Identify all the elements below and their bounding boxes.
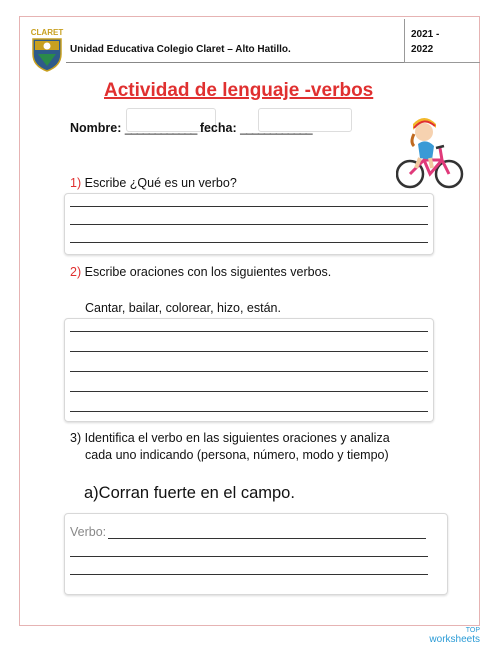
brand-name: worksheets: [429, 634, 480, 645]
question-3-number: 3): [70, 431, 82, 445]
verb-list: Cantar, bailar, colorear, hizo, están.: [85, 301, 281, 315]
brand-top: TOP: [465, 627, 480, 634]
worksheet-title: Actividad de lenguaje -verbos: [104, 80, 374, 101]
answer-line: [70, 331, 428, 332]
name-date-row: [70, 121, 312, 135]
question-1-text: Escribe ¿Qué es un verbo?: [84, 176, 237, 190]
question-2: [70, 265, 331, 279]
answer-box-2[interactable]: [64, 318, 434, 422]
child-on-bicycle-illustration: [396, 108, 464, 192]
question-2-number: 2): [70, 265, 82, 279]
school-year: [411, 27, 461, 57]
answer-line: [70, 556, 428, 557]
answer-line: [70, 242, 428, 243]
year-line-2: 2022: [411, 44, 434, 55]
answer-line: [70, 206, 428, 207]
answer-line: [70, 411, 428, 412]
question-1: [70, 176, 237, 190]
answer-box-3[interactable]: [64, 513, 448, 595]
answer-line: [108, 538, 426, 539]
school-crest-logo: [26, 26, 68, 72]
name-blank: ____________: [124, 121, 197, 135]
example-sentence: a)Corran fuerte en el campo.: [84, 484, 295, 502]
svg-text:CLARET: CLARET: [30, 28, 64, 37]
question-3: [70, 430, 390, 464]
answer-line: [70, 574, 428, 575]
verbo-label: Verbo:: [70, 525, 107, 539]
header-divider: [66, 62, 404, 63]
question-1-number: 1): [70, 176, 82, 190]
answer-line: [70, 224, 428, 225]
school-name: Unidad Educativa Colegio Claret – Alto Hatillo.: [70, 44, 291, 55]
question-3-line-1: Identifica el verbo en las siguientes oraciones y analiza: [84, 431, 390, 445]
question-2-text: Escribe oraciones con los siguientes verbos.: [84, 265, 332, 279]
answer-line: [70, 371, 428, 372]
year-line-1: 2021 -: [411, 29, 440, 40]
name-label: Nombre:: [70, 121, 122, 135]
answer-line: [70, 351, 428, 352]
date-blank: ____________: [240, 121, 312, 135]
answer-line: [70, 391, 428, 392]
date-label: fecha:: [199, 121, 237, 135]
question-3-line-2: cada uno indicando (persona, número, modo y tiempo): [85, 448, 389, 462]
topworksheets-brand: [429, 626, 480, 644]
